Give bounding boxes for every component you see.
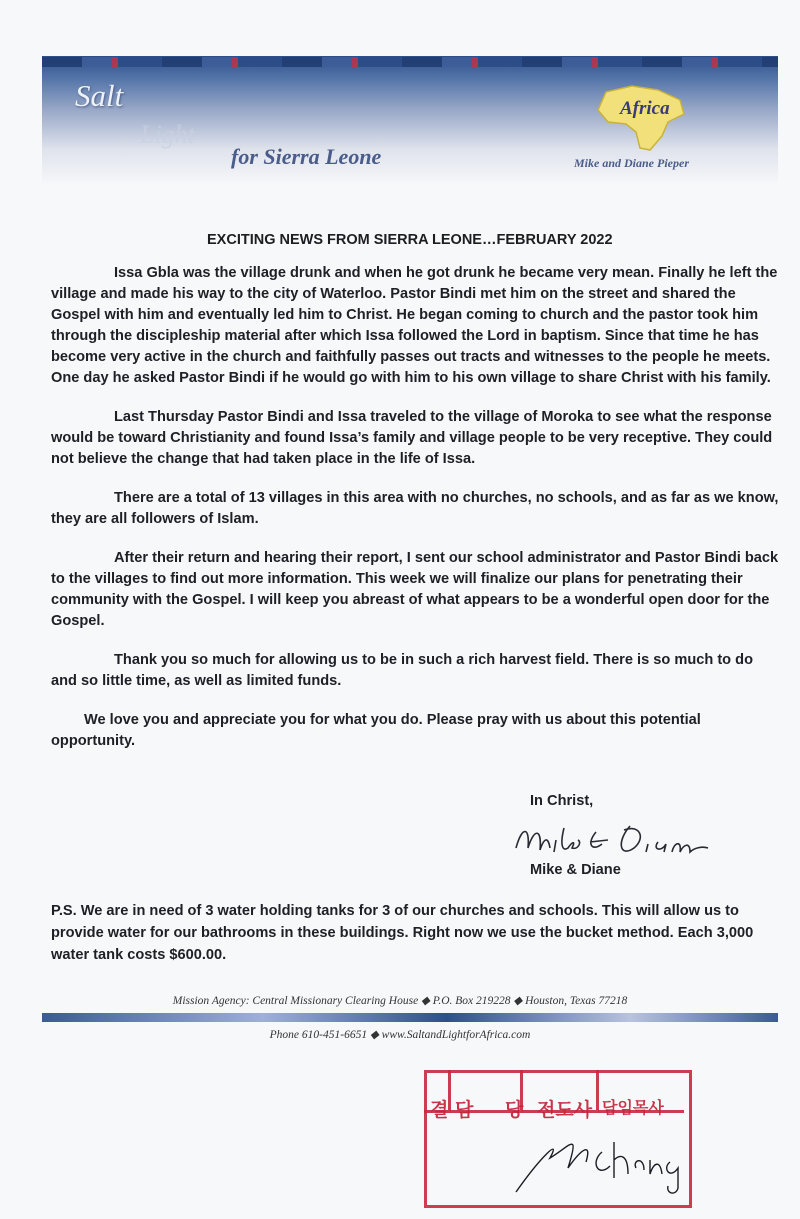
stamp-label-1: 결: [430, 1100, 449, 1121]
logo-salt: Salt: [75, 78, 124, 113]
footer-address: Mission Agency: Central Missionary Clearing House ◆ P.O. Box 219228 ◆ Houston, Texas 77218: [172, 995, 628, 1007]
stamp-label-4: 전도사: [537, 1100, 593, 1121]
letter-body: [51, 263, 781, 770]
footer-stripe: [42, 1013, 778, 1022]
paragraph-1: Issa Gbla was the village drunk and when he got drunk he became very mean. Finally he left the village and made his way to the city of Waterloo. Pastor Bindi met him on the street and shared the Gospel with him and eventually led him to Christ. He began coming to church and the pastor took him through the discipleship material after which Issa followed the Lord in baptism. Since that time he has become very active in the church and faithfully passes out tracts and witnesses to the people he meets. One day he asked Pastor Bindi if he would go with him to his own village to share Christ with his family.: [51, 265, 778, 386]
stamp-label-2: 담: [455, 1100, 474, 1121]
paragraph-3: There are a total of 13 villages in this area with no churches, no schools, and as far as we know, they are all followers of Islam.: [51, 490, 779, 527]
letter-headline: EXCITING NEWS FROM SIERRA LEONE…FEBRUARY 2022: [207, 232, 613, 248]
paragraph-6: We love you and appreciate you for what you do. Please pray with us about this potential opportunity.: [51, 712, 701, 749]
signed-name: Mike & Diane: [530, 862, 621, 878]
stamp-label-5: 담임목사: [602, 1100, 664, 1117]
logo-light: Light: [140, 120, 195, 149]
letterhead-names: Mike and Diane Pieper: [574, 156, 689, 170]
letterhead-stripe: [42, 57, 778, 67]
africa-label: Africa: [620, 98, 670, 119]
letterhead-subtitle: for Sierra Leone: [231, 144, 382, 169]
closing-line: In Christ,: [530, 793, 594, 809]
postscript: P.S. We are in need of 3 water holding tanks for 3 of our churches and schools. This will allow us to provide water for our bathrooms in these buildings. Right now we use the bucket method. Each 3,000 water tank costs $600.00.: [51, 903, 754, 963]
paragraph-4: After their return and hearing their report, I sent our school administrator and Pastor Bindi back to the villages to find out more information. This week we will finalize our plans for penetrating their community with the Gospel. I will keep you abreast of what appears to be a wonderful open door for the Gospel.: [51, 550, 779, 629]
approval-stamp: [420, 1068, 692, 1206]
paragraph-2: Last Thursday Pastor Bindi and Issa traveled to the village of Moroka to see what the response would be toward Christianity and found Issa’s family and village people to be very receptive. They could not believe the change that had taken place in the life of Issa.: [51, 409, 773, 467]
footer-contact: Phone 610-451-6651 ◆ www.SaltandLightforAfrica.com: [269, 1029, 531, 1041]
handwritten-signature: [512, 818, 722, 864]
stamp-signature: [510, 1118, 690, 1198]
stamp-label-3: 당: [505, 1100, 524, 1121]
paragraph-5: Thank you so much for allowing us to be in such a rich harvest field. There is so much to do and so little time, as well as limited funds.: [51, 652, 753, 689]
